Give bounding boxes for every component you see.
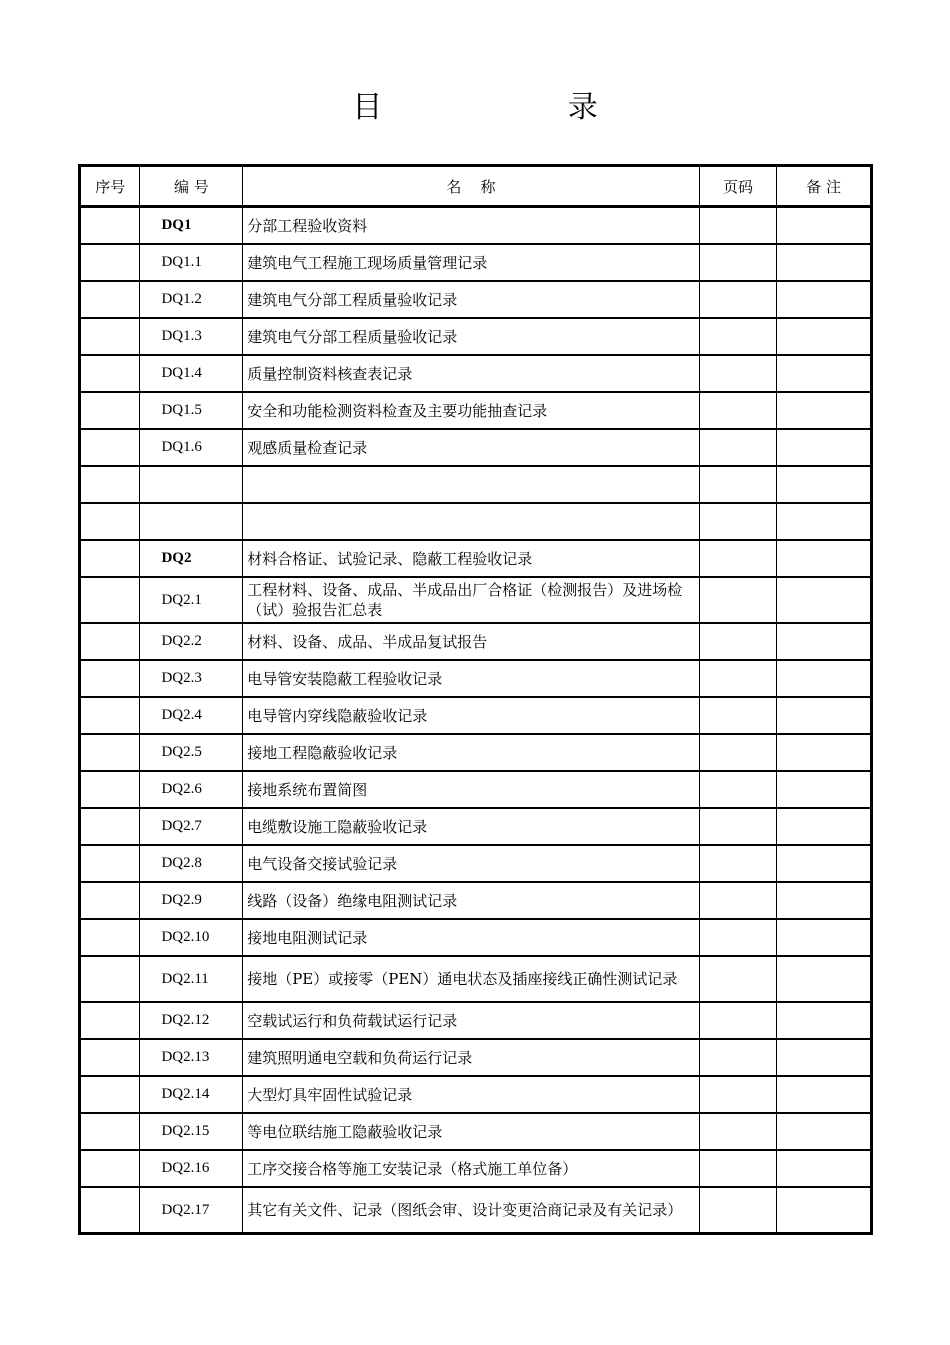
page-cell xyxy=(699,882,777,919)
page-cell xyxy=(699,1002,777,1039)
remark-cell xyxy=(777,1187,872,1234)
code-cell: DQ1.6 xyxy=(140,429,243,466)
code-cell: DQ2.10 xyxy=(140,919,243,956)
name-cell: 接地（PE）或接零（PEN）通电状态及插座接线正确性测试记录 xyxy=(243,956,699,1002)
name-cell: 安全和功能检测资料检查及主要功能抽查记录 xyxy=(243,392,699,429)
page-cell xyxy=(699,392,777,429)
page-cell xyxy=(699,1150,777,1187)
page-cell xyxy=(699,503,777,540)
table-row xyxy=(80,1113,872,1150)
table-row xyxy=(80,734,872,771)
table-row xyxy=(80,845,872,882)
code-cell: DQ2.3 xyxy=(140,660,243,697)
remark-cell xyxy=(777,244,872,281)
page-cell xyxy=(699,207,777,245)
page-cell xyxy=(699,1076,777,1113)
page-cell xyxy=(699,244,777,281)
page-cell xyxy=(699,623,777,660)
code-cell: DQ2.6 xyxy=(140,771,243,808)
table-row xyxy=(80,919,872,956)
name-cell: 建筑电气工程施工现场质量管理记录 xyxy=(243,244,699,281)
remark-cell xyxy=(777,1150,872,1187)
name-cell: 工程材料、设备、成品、半成品出厂合格证（检测报告）及进场检（试）验报告汇总表 xyxy=(243,577,699,623)
remark-cell xyxy=(777,1076,872,1113)
code-cell: DQ1.3 xyxy=(140,318,243,355)
seq-cell xyxy=(80,1039,140,1076)
header-seq: 序号 xyxy=(80,166,140,207)
page-cell xyxy=(699,281,777,318)
code-cell: DQ2.13 xyxy=(140,1039,243,1076)
page-cell xyxy=(699,845,777,882)
code-cell xyxy=(140,466,243,503)
page-cell xyxy=(699,734,777,771)
code-cell: DQ1.2 xyxy=(140,281,243,318)
name-cell: 建筑电气分部工程质量验收记录 xyxy=(243,281,699,318)
seq-cell xyxy=(80,392,140,429)
header-page: 页码 xyxy=(699,166,777,207)
code-cell: DQ2.7 xyxy=(140,808,243,845)
code-cell: DQ2.11 xyxy=(140,956,243,1002)
page-cell xyxy=(699,808,777,845)
table-row xyxy=(80,503,872,540)
code-cell: DQ2.16 xyxy=(140,1150,243,1187)
header-row xyxy=(80,166,872,207)
remark-cell xyxy=(777,429,872,466)
page-cell xyxy=(699,956,777,1002)
remark-cell xyxy=(777,466,872,503)
table-row xyxy=(80,1039,872,1076)
remark-cell xyxy=(777,540,872,577)
name-cell: 电导管安装隐蔽工程验收记录 xyxy=(243,660,699,697)
name-cell: 接地电阻测试记录 xyxy=(243,919,699,956)
table-row xyxy=(80,429,872,466)
code-cell: DQ1.1 xyxy=(140,244,243,281)
table-row xyxy=(80,355,872,392)
table-row xyxy=(80,1076,872,1113)
remark-cell xyxy=(777,207,872,245)
table-row xyxy=(80,281,872,318)
remark-cell xyxy=(777,1002,872,1039)
seq-cell xyxy=(80,244,140,281)
page-cell xyxy=(699,1187,777,1234)
name-cell: 线路（设备）绝缘电阻测试记录 xyxy=(243,882,699,919)
seq-cell xyxy=(80,1113,140,1150)
remark-cell xyxy=(777,660,872,697)
name-cell: 电导管内穿线隐蔽验收记录 xyxy=(243,697,699,734)
seq-cell xyxy=(80,1187,140,1234)
code-cell: DQ2.15 xyxy=(140,1113,243,1150)
toc-body xyxy=(80,207,872,1234)
seq-cell xyxy=(80,882,140,919)
name-cell: 观感质量检查记录 xyxy=(243,429,699,466)
remark-cell xyxy=(777,1113,872,1150)
seq-cell xyxy=(80,540,140,577)
table-row xyxy=(80,392,872,429)
code-cell: DQ2.14 xyxy=(140,1076,243,1113)
name-cell: 质量控制资料核查表记录 xyxy=(243,355,699,392)
remark-cell xyxy=(777,771,872,808)
table-row xyxy=(80,318,872,355)
table-row xyxy=(80,577,872,623)
remark-cell xyxy=(777,281,872,318)
page-title: 目 录 xyxy=(352,90,686,125)
code-cell: DQ2.12 xyxy=(140,1002,243,1039)
seq-cell xyxy=(80,808,140,845)
code-cell: DQ2.9 xyxy=(140,882,243,919)
seq-cell xyxy=(80,1150,140,1187)
code-cell: DQ1 xyxy=(140,207,243,245)
seq-cell xyxy=(80,466,140,503)
page-cell xyxy=(699,466,777,503)
name-cell: 材料、设备、成品、半成品复试报告 xyxy=(243,623,699,660)
header-code: 编 号 xyxy=(140,166,243,207)
code-cell: DQ2.4 xyxy=(140,697,243,734)
remark-cell xyxy=(777,882,872,919)
name-cell: 空载试运行和负荷载试运行记录 xyxy=(243,1002,699,1039)
name-cell: 电缆敷设施工隐蔽验收记录 xyxy=(243,808,699,845)
header-remark: 备 注 xyxy=(777,166,872,207)
name-cell: 建筑照明通电空载和负荷运行记录 xyxy=(243,1039,699,1076)
page-cell xyxy=(699,1113,777,1150)
toc-table xyxy=(78,164,873,1235)
seq-cell xyxy=(80,318,140,355)
name-cell: 等电位联结施工隐蔽验收记录 xyxy=(243,1113,699,1150)
seq-cell xyxy=(80,734,140,771)
table-row xyxy=(80,540,872,577)
table-row xyxy=(80,697,872,734)
remark-cell xyxy=(777,956,872,1002)
table-row xyxy=(80,207,872,245)
seq-cell xyxy=(80,919,140,956)
name-cell: 工序交接合格等施工安装记录（格式施工单位备） xyxy=(243,1150,699,1187)
remark-cell xyxy=(777,318,872,355)
page-cell xyxy=(699,919,777,956)
header-name: 名 称 xyxy=(243,166,699,207)
name-cell: 分部工程验收资料 xyxy=(243,207,699,245)
table-row xyxy=(80,882,872,919)
remark-cell xyxy=(777,503,872,540)
seq-cell xyxy=(80,281,140,318)
name-cell: 接地系统布置简图 xyxy=(243,771,699,808)
remark-cell xyxy=(777,1039,872,1076)
seq-cell xyxy=(80,623,140,660)
seq-cell xyxy=(80,355,140,392)
name-cell: 电气设备交接试验记录 xyxy=(243,845,699,882)
seq-cell xyxy=(80,660,140,697)
page-cell xyxy=(699,660,777,697)
page-cell xyxy=(699,429,777,466)
remark-cell xyxy=(777,919,872,956)
seq-cell xyxy=(80,956,140,1002)
page-cell xyxy=(699,771,777,808)
name-cell: 接地工程隐蔽验收记录 xyxy=(243,734,699,771)
name-cell: 大型灯具牢固性试验记录 xyxy=(243,1076,699,1113)
code-cell: DQ2 xyxy=(140,540,243,577)
table-row xyxy=(80,466,872,503)
table-row xyxy=(80,1150,872,1187)
seq-cell xyxy=(80,1002,140,1039)
seq-cell xyxy=(80,697,140,734)
seq-cell xyxy=(80,503,140,540)
name-cell xyxy=(243,503,699,540)
table-row xyxy=(80,771,872,808)
name-cell: 其它有关文件、记录（图纸会审、设计变更洽商记录及有关记录） xyxy=(243,1187,699,1234)
seq-cell xyxy=(80,1076,140,1113)
table-row xyxy=(80,623,872,660)
remark-cell xyxy=(777,623,872,660)
seq-cell xyxy=(80,845,140,882)
page-cell xyxy=(699,318,777,355)
table-row xyxy=(80,1002,872,1039)
remark-cell xyxy=(777,577,872,623)
page-cell xyxy=(699,355,777,392)
seq-cell xyxy=(80,207,140,245)
remark-cell xyxy=(777,392,872,429)
remark-cell xyxy=(777,355,872,392)
page-cell xyxy=(699,540,777,577)
name-cell: 材料合格证、试验记录、隐蔽工程验收记录 xyxy=(243,540,699,577)
table-row xyxy=(80,808,872,845)
code-cell: DQ2.1 xyxy=(140,577,243,623)
code-cell: DQ2.8 xyxy=(140,845,243,882)
remark-cell xyxy=(777,808,872,845)
table-row xyxy=(80,244,872,281)
name-cell: 建筑电气分部工程质量验收记录 xyxy=(243,318,699,355)
remark-cell xyxy=(777,845,872,882)
code-cell: DQ2.5 xyxy=(140,734,243,771)
table-row xyxy=(80,956,872,1002)
remark-cell xyxy=(777,697,872,734)
seq-cell xyxy=(80,577,140,623)
name-cell xyxy=(243,466,699,503)
page-cell xyxy=(699,1039,777,1076)
seq-cell xyxy=(80,429,140,466)
code-cell: DQ2.2 xyxy=(140,623,243,660)
code-cell: DQ1.4 xyxy=(140,355,243,392)
remark-cell xyxy=(777,734,872,771)
table-row xyxy=(80,660,872,697)
seq-cell xyxy=(80,771,140,808)
code-cell: DQ1.5 xyxy=(140,392,243,429)
code-cell: DQ2.17 xyxy=(140,1187,243,1234)
page-cell xyxy=(699,577,777,623)
page-cell xyxy=(699,697,777,734)
table-row xyxy=(80,1187,872,1234)
code-cell xyxy=(140,503,243,540)
